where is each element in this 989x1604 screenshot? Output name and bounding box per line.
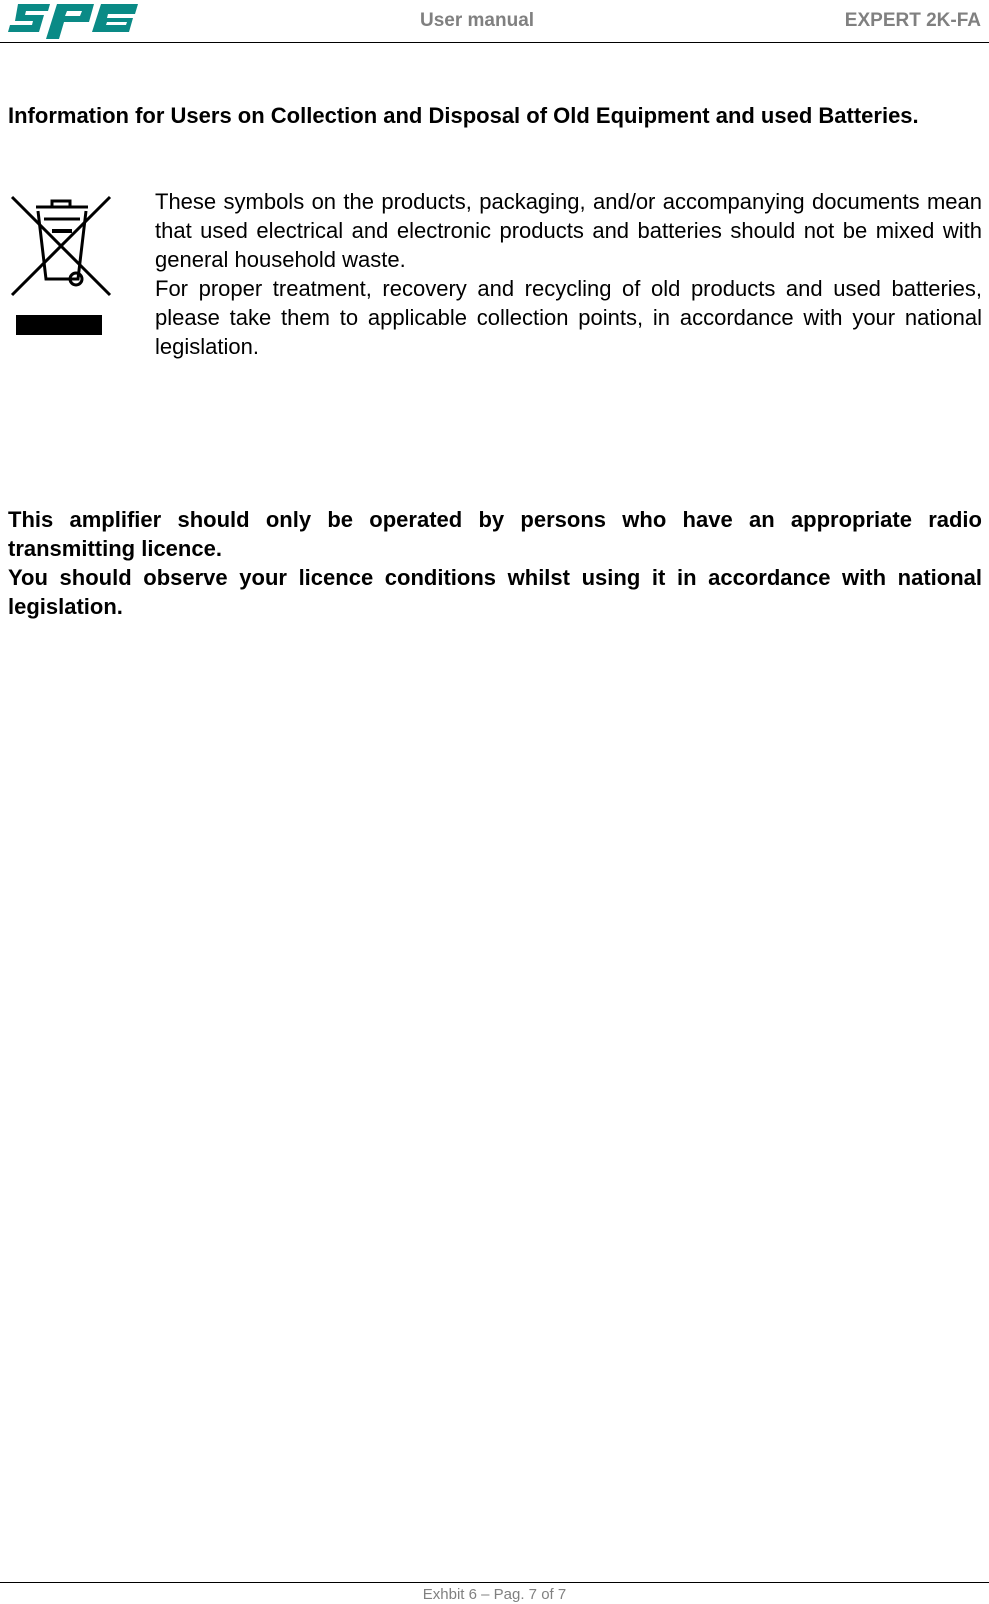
page-header [0, 0, 989, 43]
page-footer: Exhbit 6 – Pag. 7 of 7 [422, 1586, 567, 1603]
crossed-out-wheelie-bin-icon [10, 193, 114, 343]
licence-notice-line-1: This amplifier should only be operated by persons who have an appropriate radio transmitting licence. [8, 507, 982, 561]
licence-notice-line-2: You should observe your licence conditions whilst using it in accordance with national legislation. [8, 565, 982, 619]
licence-notice [8, 505, 982, 621]
model-name: EXPERT 2K-FA [844, 10, 981, 31]
section-title: Information for Users on Collection and Disposal of Old Equipment and used Batteries. [8, 103, 919, 128]
footer-divider [0, 1582, 989, 1583]
disposal-paragraph-2: For proper treatment, recovery and recycling of old products and used batteries, please take them to applicable collection points, in accordance with your national legislation. [155, 276, 982, 359]
disposal-instructions [155, 187, 982, 361]
header-divider [0, 42, 989, 43]
spe-logo [8, 2, 138, 40]
document-type-label: User manual [420, 10, 535, 31]
disposal-paragraph-1: These symbols on the products, packaging, and/or accompanying documents mean that used electrical and electronic products and batteries should not be mixed with general household waste. [155, 189, 982, 272]
